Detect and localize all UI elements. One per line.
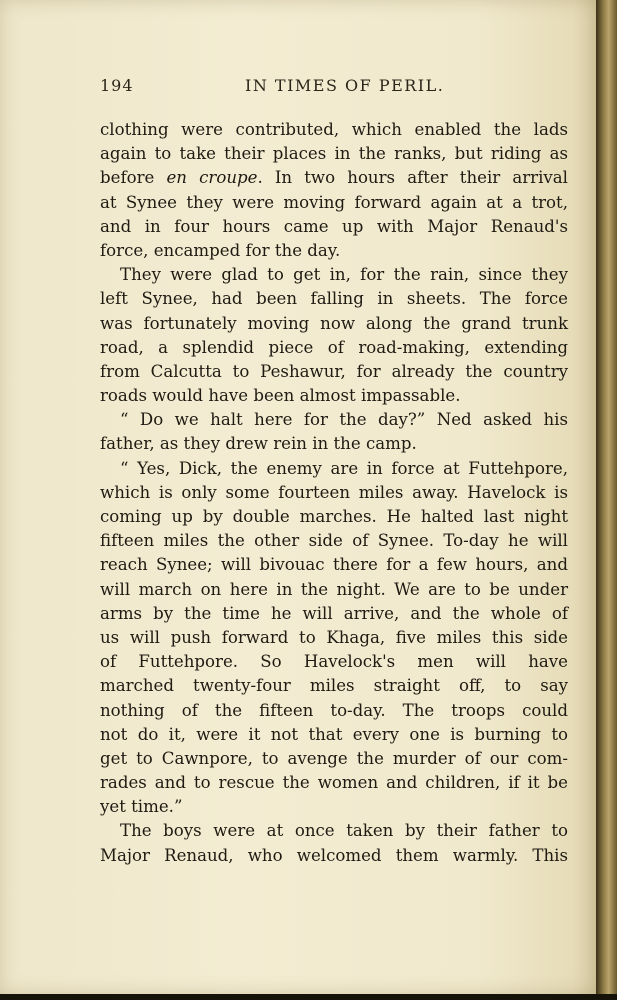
paragraph-start-line: The boys were at once taken by their father to [120,821,568,841]
text-line: Major Renaud, who welcomed them warmly. This [100,845,568,865]
paragraph-start-line: “ Do we halt here for the day?” Ned asked his [120,410,568,430]
italic-phrase: en croupe [166,168,258,188]
adjacent-page-edge [596,0,617,994]
text-fragment: before [100,168,167,188]
text-line: will march on here in the night. We are to be under [100,579,568,599]
running-title: IN TIMES OF PERIL. [245,76,445,95]
text-line: yet time.” [100,797,183,817]
scan-bottom-edge [0,994,617,1000]
text-line: road, a splendid piece of road-making, extending [100,337,568,357]
text-line: which is only some fourteen miles away. Havelock is [100,482,568,502]
page-number: 194 [100,76,134,95]
text-line: clothing were contributed, which enabled the lads [100,120,568,139]
text-line: fifteen miles the other side of Synee. To-day he will [100,531,568,551]
text-line: and in four hours came up with Major Renaud's [100,216,568,236]
page-header [100,76,568,100]
text-fragment: . In two hours after their arrival [257,168,568,188]
text-line: left Synee, had been falling in sheets. The force [100,289,568,309]
paragraph-start-line: They were glad to get in, for the rain, since they [120,265,568,285]
text-line: was fortunately moving now along the grand trunk [100,313,568,333]
text-line [100,166,568,190]
text-line: us will push forward to Khaga, five miles this side [100,627,568,647]
text-line: reach Synee; will bivouac there for a few hours, and [100,555,568,575]
text-line: roads would have been almost impassable. [100,386,461,406]
text-line: arms by the time he will arrive, and the whole of [100,603,568,623]
text-line: not do it, were it not that every one is burning to [100,724,568,744]
text-line: at Synee they were moving forward again at a trot, [100,192,568,212]
text-line: of Futtehpore. So Havelock's men will have [100,652,568,672]
text-line: from Calcutta to Peshawur, for already the country [100,361,568,381]
paragraph-start-line: “ Yes, Dick, the enemy are in force at Futtehpore, [120,458,568,478]
text-line: nothing of the fifteen to-day. The troops could [100,700,568,720]
text-line: force, encamped for the day. [100,240,341,260]
body-text [100,118,568,868]
text-line: get to Cawnpore, to avenge the murder of our com- [100,748,568,768]
text-line: marched twenty-four miles straight off, to say [100,676,568,696]
text-line: again to take their places in the ranks, but riding as [100,144,568,164]
text-line: coming up by double marches. He halted last night [100,507,568,526]
text-line: rades and to rescue the women and children, if it be [100,773,568,793]
text-line: father, as they drew rein in the camp. [100,434,417,454]
